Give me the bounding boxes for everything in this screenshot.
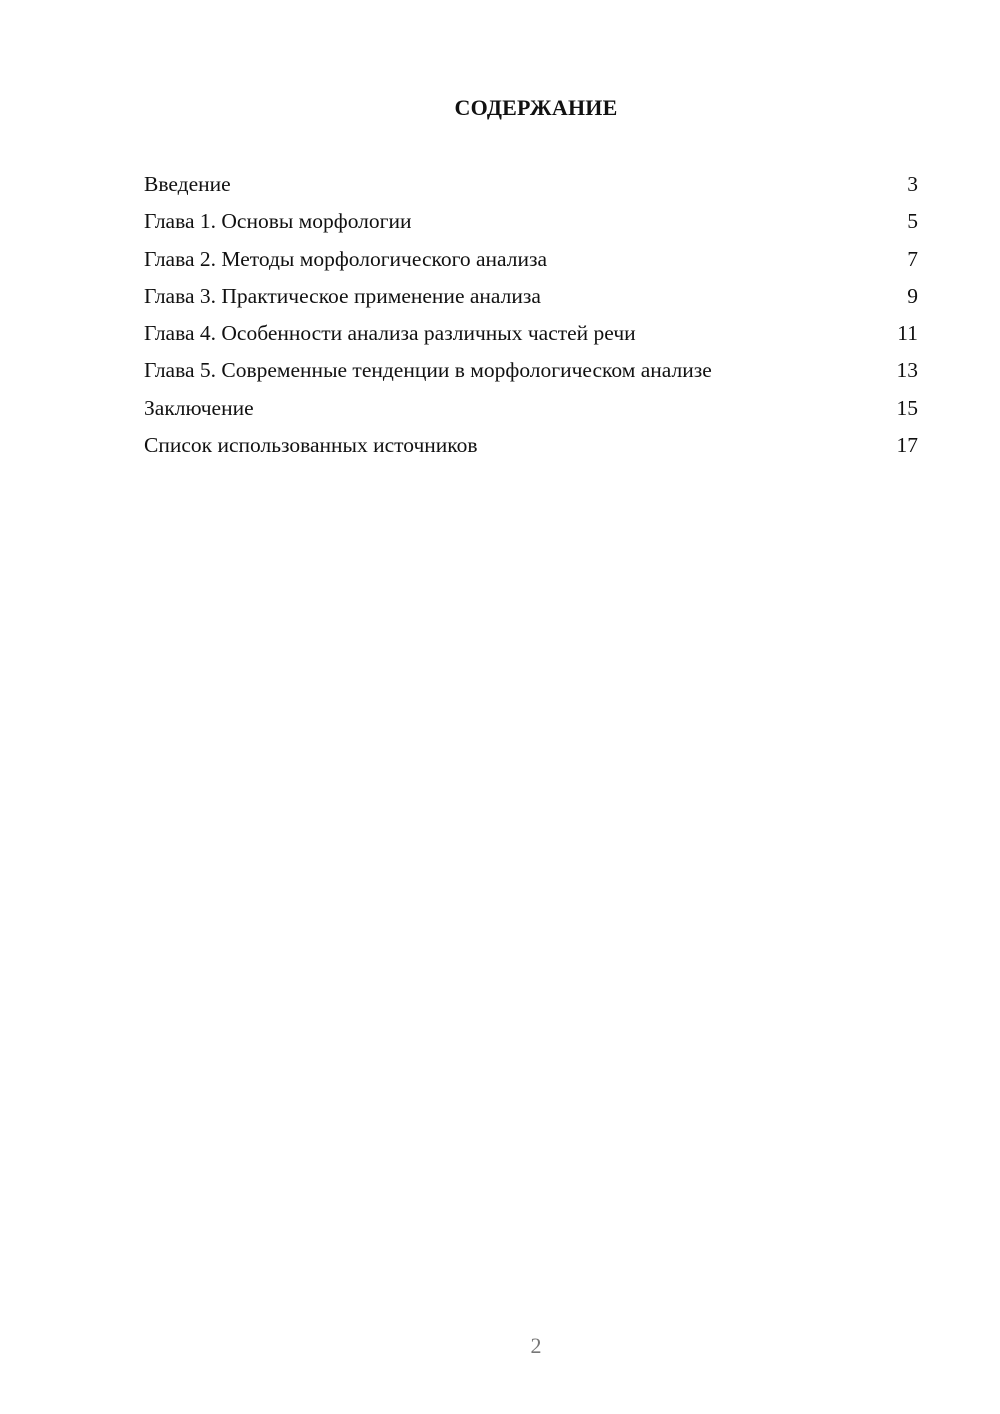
toc-entry-title: Глава 2. Методы морфологического анализа bbox=[144, 246, 548, 271]
toc-entry-references bbox=[144, 430, 918, 467]
toc-entry-chapter-3 bbox=[144, 281, 918, 318]
toc-list bbox=[144, 169, 918, 467]
toc-entry-title: Заключение bbox=[144, 395, 254, 420]
toc-entry-title: Глава 5. Современные тенденции в морфологическом анализе bbox=[144, 358, 712, 383]
toc-entry-page: 7 bbox=[907, 246, 918, 271]
toc-entry-chapter-4 bbox=[144, 318, 918, 355]
toc-entry-conclusion bbox=[144, 393, 918, 430]
toc-entry-title: Список использованных источников bbox=[144, 433, 478, 458]
toc-entry-page: 11 bbox=[897, 321, 918, 346]
page-number: 2 bbox=[530, 1333, 542, 1358]
toc-entry-page: 5 bbox=[907, 209, 918, 234]
toc-entry-chapter-5 bbox=[144, 355, 918, 392]
toc-entry-introduction bbox=[144, 169, 918, 206]
toc-entry-page: 17 bbox=[896, 433, 918, 458]
toc-entry-title: Введение bbox=[144, 172, 231, 196]
toc-entry-title: Глава 1. Основы морфологии bbox=[144, 209, 412, 234]
toc-entry-page: 3 bbox=[907, 172, 918, 196]
toc-entry-chapter-1 bbox=[144, 206, 918, 243]
toc-heading: СОДЕРЖАНИЕ bbox=[454, 95, 618, 120]
toc-entry-page: 13 bbox=[896, 358, 918, 383]
toc-entry-page: 9 bbox=[907, 283, 918, 308]
toc-entry-chapter-2 bbox=[144, 244, 918, 281]
toc-entry-page: 15 bbox=[896, 395, 918, 420]
toc-entry-title: Глава 4. Особенности анализа различных частей речи bbox=[144, 321, 636, 346]
toc-entry-title: Глава 3. Практическое применение анализа bbox=[144, 283, 541, 308]
